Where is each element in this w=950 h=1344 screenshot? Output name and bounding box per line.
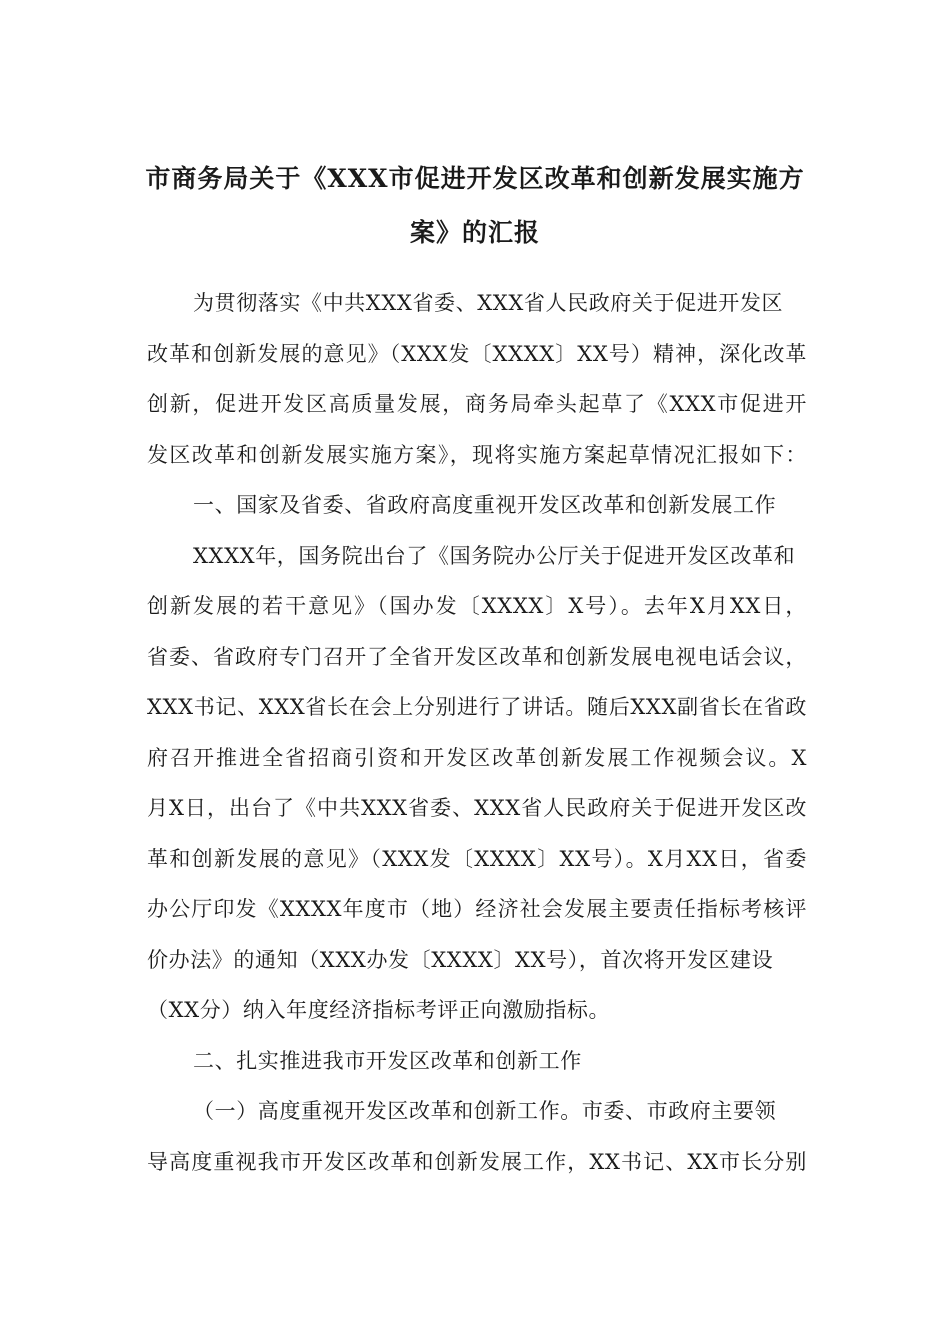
paragraph-line: XXX书记、XXX省长在会上分别进行了讲话。随后XXX副省长在省政 bbox=[147, 695, 807, 719]
paragraph-line: 发区改革和创新发展实施方案》，现将实施方案起草情况汇报如下： bbox=[147, 442, 807, 467]
paragraph-line: 革和创新发展的意见》（XXX发〔XXXX〕XX号）。X月XX日，省委 bbox=[147, 846, 807, 871]
title-line: 市商务局关于《XXX市促进开发区改革和创新发展实施方 bbox=[145, 164, 805, 193]
section-heading: 二、扎实推进我市开发区改革和创新工作 bbox=[193, 1048, 582, 1073]
paragraph-line: 价办法》的通知（XXX办发〔XXXX〕XX号），首次将开发区建设 bbox=[147, 947, 774, 972]
paragraph-line: （XX分）纳入年度经济指标考评正向激励指标。 bbox=[147, 998, 611, 1022]
paragraph-line: 创新，促进开发区高质量发展，商务局牵头起草了《XXX市促进开 bbox=[147, 392, 807, 416]
paragraph-line: （一）高度重视开发区改革和创新工作。市委、市政府主要领 bbox=[193, 1099, 777, 1123]
paragraph-line: 导高度重视我市开发区改革和创新发展工作，XX书记、XX市长分别 bbox=[147, 1149, 807, 1174]
document-title bbox=[140, 152, 810, 260]
paragraph-line: 月X日，出台了《中共XXX省委、XXX省人民政府关于促进开发区改 bbox=[147, 796, 807, 820]
title-line: 案》的汇报 bbox=[409, 218, 540, 247]
paragraph-line: 创新发展的若干意见》（国办发〔XXXX〕X号）。去年X月XX日， bbox=[147, 594, 807, 618]
section-heading: 一、国家及省委、省政府高度重视开发区改革和创新发展工作 bbox=[193, 493, 777, 517]
paragraph-line: XXXX年，国务院出台了《国务院办公厅关于促进开发区改革和 bbox=[193, 543, 796, 568]
paragraph-line: 省委、省政府专门召开了全省开发区改革和创新发展电视电话会议， bbox=[147, 644, 807, 669]
paragraph-line: 府召开推进全省招商引资和开发区改革创新发展工作视频会议。X bbox=[147, 745, 807, 770]
paragraph-line: 改革和创新发展的意见》（XXX发〔XXXX〕XX号）精神，深化改革 bbox=[147, 341, 807, 366]
paragraph-line: 办公厅印发《XXXX年度市（地）经济社会发展主要责任指标考核评 bbox=[147, 897, 807, 921]
document-body bbox=[147, 278, 807, 1187]
paragraph-line: 为贯彻落实《中共XXX省委、XXX省人民政府关于促进开发区 bbox=[193, 291, 784, 315]
